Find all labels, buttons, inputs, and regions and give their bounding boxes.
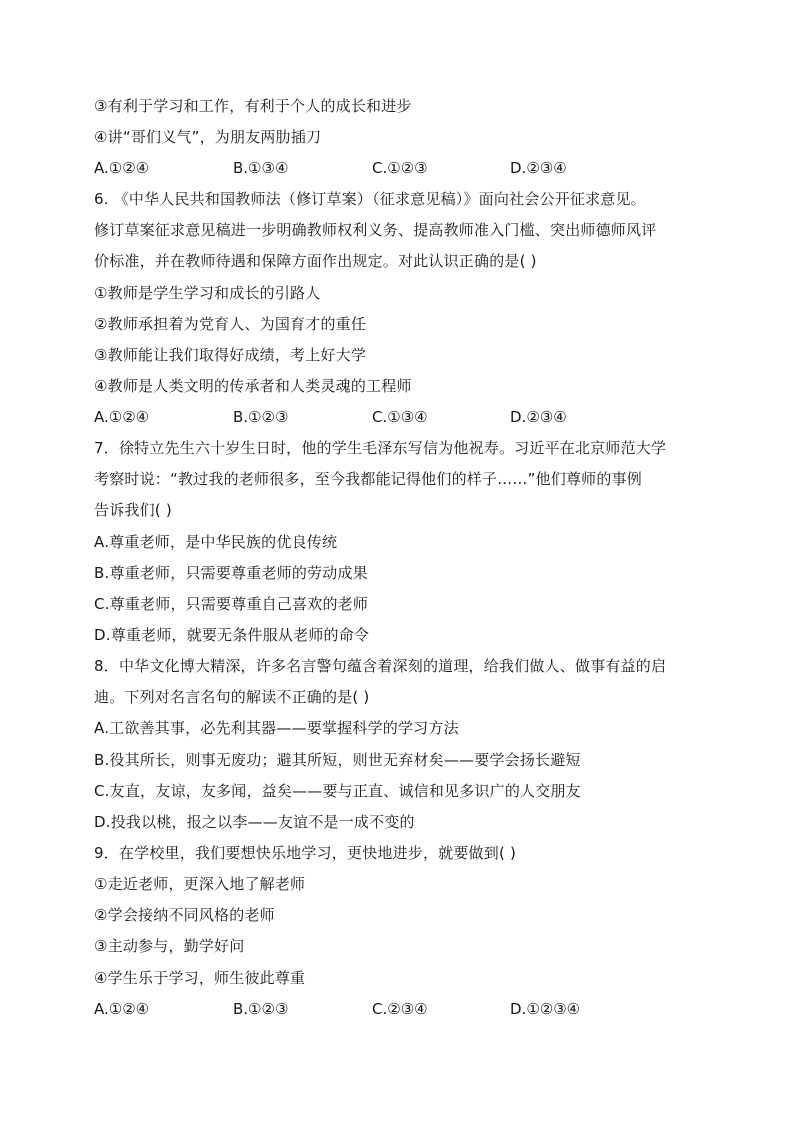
- q5-item-3: ③有利于学习和工作，有利于个人的成长和进步: [94, 97, 412, 115]
- q9-options: [94, 999, 706, 1019]
- q5-option-b: B.①③④: [233, 159, 289, 177]
- q6-option-b: B.①②③: [233, 408, 289, 426]
- q6-item-2: ②教师承担着为党育人、为国育才的重任: [94, 315, 367, 333]
- q5-item-4: ④讲“哥们义气”，为朋友两肋插刀: [94, 128, 322, 146]
- q6-options: [94, 407, 706, 427]
- q7-choice-c: C.尊重老师，只需要尊重自己喜欢的老师: [94, 595, 369, 613]
- q7-stem-line-3: 告诉我们( ): [94, 501, 172, 519]
- q8-choice-c: C.友直，友谅，友多闻，益矣——要与正直、诚信和见多识广的人交朋友: [94, 782, 581, 800]
- q9-option-c: C.②③④: [372, 1000, 428, 1018]
- q6-item-4: ④教师是人类文明的传承者和人类灵魂的工程师: [94, 377, 412, 395]
- q9-item-3: ③主动参与，勤学好问: [94, 937, 245, 955]
- q5-options: [94, 158, 706, 178]
- q6-stem-line-2: 修订草案征求意见稿进一步明确教师权利义务、提高教师准入门槛、突出师德师风评: [94, 221, 657, 239]
- q7-stem-line-1: 7．徐特立先生六十岁生日时，他的学生毛泽东写信为他祝寿。习近平在北京师范大学: [94, 439, 667, 457]
- q7-choice-b: B.尊重老师，只需要尊重老师的劳动成果: [94, 564, 368, 582]
- q9-item-2: ②学会接纳不同风格的老师: [94, 906, 275, 924]
- q5-option-d: D.②③④: [510, 159, 567, 177]
- q9-option-d: D.①②③④: [510, 1000, 581, 1018]
- q9-item-1: ①走近老师，更深入地了解老师: [94, 875, 306, 893]
- q9-item-4: ④学生乐于学习，师生彼此尊重: [94, 969, 306, 987]
- q9-stem-line-1: 9．在学校里，我们要想快乐地学习，更快地进步，就要做到( ): [94, 844, 517, 862]
- q8-stem-line-2: 迪。下列对名言名句的解读不正确的是( ): [94, 688, 370, 706]
- q8-stem-line-1: 8．中华文化博大精深，许多名言警句蕴含着深刻的道理，给我们做人、做事有益的启: [94, 657, 667, 675]
- q8-choice-d: D.投我以桃，报之以李——友谊不是一成不变的: [94, 813, 415, 831]
- q5-option-a: A.①②④: [94, 159, 150, 177]
- q6-option-c: C.①③④: [372, 408, 428, 426]
- q7-choice-a: A.尊重老师，是中华民族的优良传统: [94, 533, 338, 551]
- q9-option-a: A.①②④: [94, 1000, 150, 1018]
- q6-item-1: ①教师是学生学习和成长的引路人: [94, 284, 321, 302]
- q8-choice-b: B.役其所长，则事无废功；避其所短，则世无弃材矣——要学会扬长避短: [94, 751, 581, 769]
- q6-stem-line-1: 6. 《中华人民共和国教师法（修订草案）（征求意见稿）》面向社会公开征求意见。: [94, 190, 646, 208]
- q8-choice-a: A.工欲善其事，必先利其器——要掌握科学的学习方法: [94, 719, 459, 737]
- q9-option-b: B.①②③: [233, 1000, 289, 1018]
- q5-option-c: C.①②③: [372, 159, 428, 177]
- q7-choice-d: D.尊重老师，就要无条件服从老师的命令: [94, 626, 370, 644]
- q6-item-3: ③教师能让我们取得好成绩，考上好大学: [94, 346, 367, 364]
- q6-option-d: D.②③④: [510, 408, 567, 426]
- q7-stem-line-2: 考察时说：“教过我的老师很多，至今我都能记得他们的样子……”他们尊师的事例: [94, 470, 642, 488]
- q6-stem-line-3: 价标准，并在教师待遇和保障方面作出规定。对此认识正确的是( ): [94, 252, 537, 270]
- q6-option-a: A.①②④: [94, 408, 150, 426]
